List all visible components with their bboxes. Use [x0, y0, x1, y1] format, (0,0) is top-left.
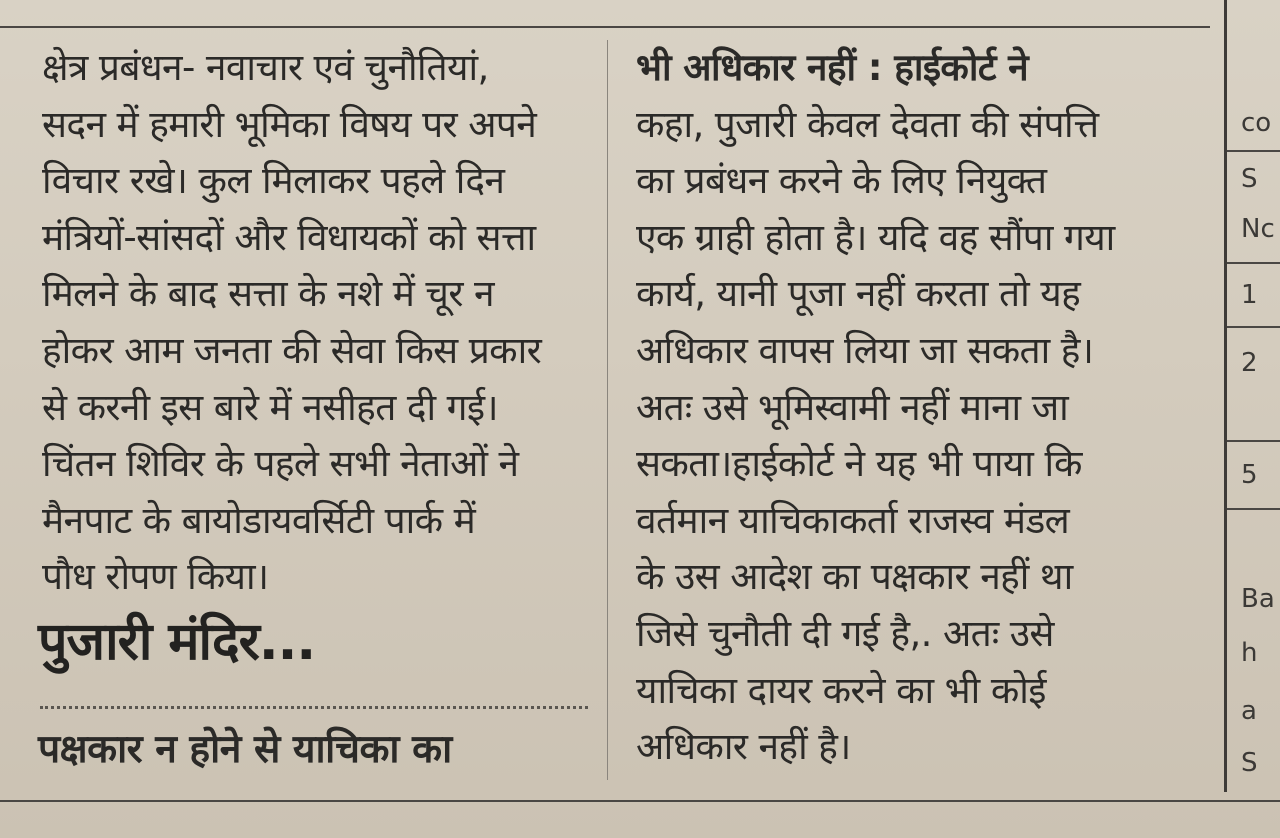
left-column	[42, 40, 594, 606]
left-line: मिलने के बाद सत्ता के नशे में चूर न	[42, 272, 494, 316]
bottom-rule	[0, 800, 1280, 802]
table-rule	[1227, 440, 1280, 442]
left-line: पौध रोपण किया।	[42, 555, 269, 599]
left-line: सदन में हमारी भूमिका विषय पर अपने	[42, 102, 537, 146]
left-line: होकर आम जनता की सेवा किस प्रकार	[42, 328, 542, 372]
dotted-divider	[40, 706, 588, 709]
table-cell: 5	[1241, 460, 1258, 490]
table-cell: S	[1241, 164, 1258, 194]
middle-column	[636, 40, 1196, 776]
left-line: चिंतन शिविर के पहले सभी नेताओं ने	[42, 442, 519, 486]
table-rule	[1227, 150, 1280, 152]
table-cell: Ba	[1241, 584, 1275, 614]
middle-line: भी अधिकार नहीं : हाईकोर्ट ने	[636, 46, 1029, 89]
table-cell: S	[1241, 748, 1258, 778]
table-cell: 2	[1241, 348, 1258, 378]
middle-line: अधिकार वापस लिया जा सकता है।	[636, 328, 1094, 372]
middle-line: जिसे चुनौती दी गई है,. अतः उसे	[636, 611, 1054, 655]
left-line: क्षेत्र प्रबंधन- नवाचार एवं चुनौतियां,	[42, 46, 489, 89]
middle-line: कहा, पुजारी केवल देवता की संपत्ति	[636, 102, 1099, 146]
middle-line: अधिकार नहीं है।	[636, 725, 851, 769]
left-line: मंत्रियों-सांसदों और विधायकों को सत्ता	[42, 215, 536, 259]
top-rule	[0, 26, 1210, 28]
table-cell: Nc	[1241, 214, 1275, 244]
middle-line: के उस आदेश का पक्षकार नहीं था	[636, 555, 1073, 599]
subheadline: पक्षकार न होने से याचिका का	[38, 727, 452, 772]
headline: पुजारी मंदिर...	[38, 612, 316, 672]
table-cell: 1	[1241, 280, 1258, 310]
left-line: विचार रखे। कुल मिलाकर पहले दिन	[42, 159, 505, 203]
middle-line: कार्य, यानी पूजा नहीं करता तो यह	[636, 272, 1081, 316]
table-cell: a	[1241, 696, 1257, 726]
table-rule	[1227, 262, 1280, 264]
table-cell: h	[1241, 638, 1258, 668]
table-rule	[1227, 508, 1280, 510]
middle-line: अतः उसे भूमिस्वामी नहीं माना जा	[636, 385, 1069, 429]
middle-line: एक ग्राही होता है। यदि वह सौंपा गया	[636, 215, 1115, 259]
table-cell: co	[1241, 108, 1272, 138]
table-rule	[1227, 326, 1280, 328]
middle-line: सकता।हाईकोर्ट ने यह भी पाया कि	[636, 442, 1082, 486]
left-line: मैनपाट के बायोडायवर्सिटी पार्क में	[42, 498, 476, 542]
column-divider	[607, 40, 608, 780]
middle-line: याचिका दायर करने का भी कोई	[636, 668, 1046, 712]
left-line: से करनी इस बारे में नसीहत दी गई।	[42, 385, 498, 429]
middle-line: वर्तमान याचिकाकर्ता राजस्व मंडल	[636, 498, 1070, 542]
middle-line: का प्रबंधन करने के लिए नियुक्त	[636, 159, 1047, 203]
right-table-fragment	[1224, 0, 1280, 792]
